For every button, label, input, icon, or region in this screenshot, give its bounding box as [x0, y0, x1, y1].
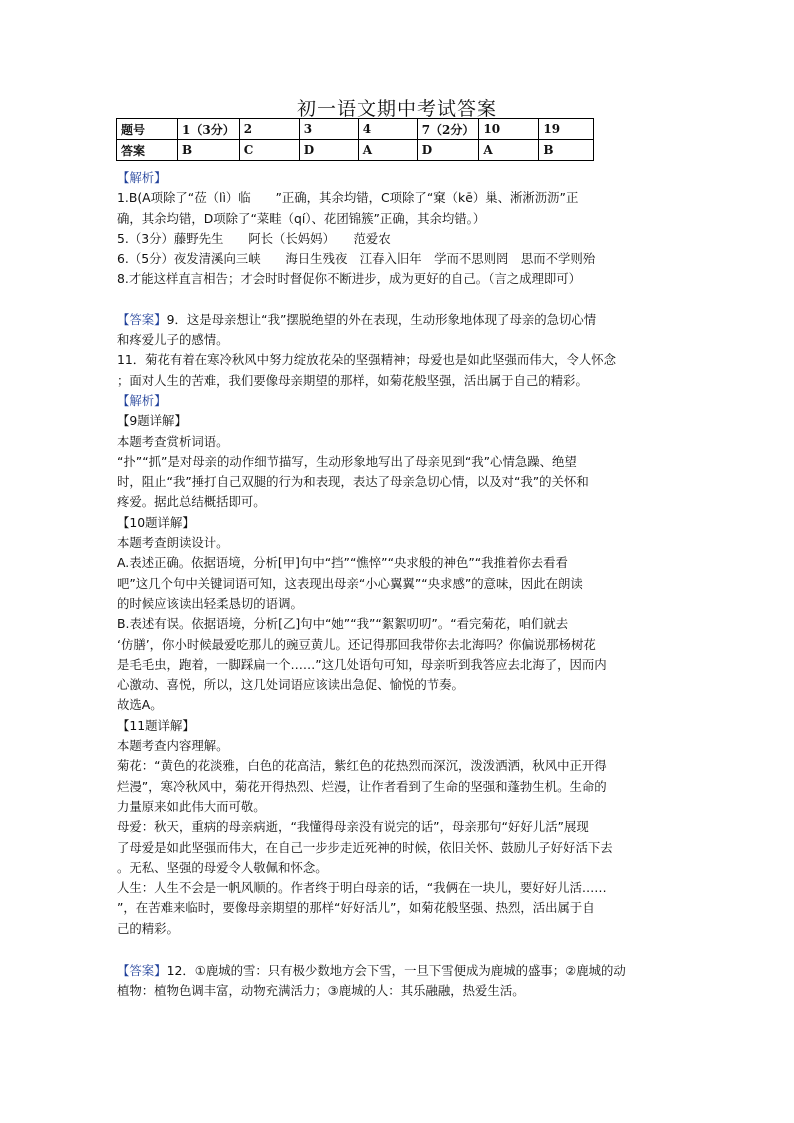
text-line: ；面对人生的苦难，我们要像母亲期望的那样，如菊花般坚强，活出属于自己的精彩。	[117, 372, 588, 388]
text-line: 烂漫”，寒冷秋风中，菊花开得热烈、烂漫，让作者看到了生命的坚强和蓬勃生机。生命的	[117, 778, 607, 794]
table-cell: 答案	[117, 140, 178, 161]
table-cell: B	[178, 140, 240, 161]
text-line: 心激动、喜悦，所以，这几处词语应该读出急促、愉悦的节奏。	[117, 677, 464, 693]
table-cell: 题号	[117, 119, 178, 140]
document-title: 初一语文期中考试答案	[296, 98, 497, 120]
text-line: 力量原来如此伟大而可敬。	[117, 798, 266, 814]
table-cell: 19	[539, 119, 594, 140]
spacer	[117, 290, 683, 310]
table-cell: A	[358, 140, 417, 161]
text-line: 故选A。	[117, 697, 163, 713]
text-line: 和疼爱儿子的感情。	[117, 332, 229, 348]
text-line: 6.（5分）夜发清溪向三峡 海日生残夜 江春入旧年 学而不思则罔 思而不学则殆	[117, 251, 596, 267]
answer-body	[117, 168, 683, 1002]
text-line: 人生：人生不会是一帆风顺的。作者终于明白母亲的话，“我俩在一块儿，要好好儿活……	[117, 880, 607, 896]
text-line: 时，阻止“我”捶打自己双腿的行为和表现，表达了母亲急切心情，以及对“我”的关怀和	[117, 474, 589, 490]
text-line: B.表述有误。依据语境，分析[乙]句中“她”“我”“絮絮叨叨”。“看完菊花，咱们就去	[117, 616, 569, 632]
text-line: 确，其余均错，D项除了“菜畦（qí）、花团锦簇”正确，其余均错。）	[117, 210, 486, 226]
text-line: 本题考查朗读设计。	[117, 535, 229, 551]
answer-table	[116, 118, 594, 161]
text-line: ”，在苦难来临时，要像母亲期望的那样“好好活儿”，如菊花般坚强、热烈，活出属于自	[117, 900, 595, 916]
text-line: 本题考查内容理解。	[117, 738, 229, 754]
text-line: 1.B(A项除了“莅（lì）临 ”正确，其余均错，C项除了“窠（kē）巢、淅淅沥沥”正	[117, 190, 579, 206]
text-line: ‘仿膳’，你小时候最爱吃那儿的豌豆黄儿。还记得那回我带你去北海吗？你偏说那杨树花	[117, 636, 596, 652]
section-label-q10: 【10题详解】	[117, 514, 195, 530]
text-line: 本题考查赏析词语。	[117, 433, 229, 449]
answer-9-line	[117, 310, 683, 330]
text-line: 8.才能这样直言相告；才会时时督促你不断进步，成为更好的自己。（言之成理即可）	[117, 271, 582, 287]
table-cell: D	[299, 140, 358, 161]
text-line: 是毛毛虫，跑着，一脚踩扁一个……”这几处语句可知，母亲听到我答应去北海了，因而内	[117, 656, 607, 672]
section-label-q11: 【11题详解】	[117, 717, 195, 733]
text-line: 吧”这几个句中关键词语可知，这表现出母亲“小心翼翼”“央求感”的意味，因此在朗读	[117, 575, 583, 591]
section-label-analysis: 【解析】	[117, 170, 167, 185]
text-line: 母爱：秋天，重病的母亲病逝，“我懂得母亲没有说完的话”，母亲那句“好好儿活”展现	[117, 819, 589, 835]
answer-12-line	[117, 961, 683, 981]
text-line: A.表述正确。依据语境，分析[甲]句中“挡”“憔悴”“央求般的神色”“我推着你去看看	[117, 555, 568, 571]
table-cell: 4	[358, 119, 417, 140]
table-cell: C	[239, 140, 299, 161]
text-line: 11．菊花有着在寒冷秋风中努力绽放花朵的坚强精神；母爱也是如此坚强而伟大，令人怀念	[117, 352, 617, 368]
table-cell: 10	[479, 119, 539, 140]
text-line: 疼爱。据此总结概括即可。	[117, 494, 266, 510]
text-line: 5.（3分）藤野先生 阿长（长妈妈） 范爱农	[117, 230, 391, 246]
answer-table-header-row	[117, 119, 594, 140]
table-cell: D	[417, 140, 479, 161]
text-line: 。无私、坚强的母爱令人敬佩和怀念。	[117, 859, 328, 875]
text-line: 了母爱是如此坚强而伟大，在自己一步步走近死神的时候，依旧关怀、鼓励儿子好好活下去	[117, 839, 613, 855]
text-line: “扑”“抓”是对母亲的动作细节描写，生动形象地写出了母亲见到“我”心情急躁、绝望	[117, 453, 577, 469]
section-label-analysis: 【解析】	[117, 392, 167, 408]
table-cell: 1（3分）	[178, 119, 240, 140]
table-cell: 7（2分）	[417, 119, 479, 140]
table-cell: B	[539, 140, 594, 161]
text-span: 9．这是母亲想让“我”摆脱绝望的外在表现，生动形象地体现了母亲的急切心情	[166, 311, 597, 327]
section-label-answer: 【答案】	[117, 962, 167, 978]
text-line: 己的精彩。	[117, 920, 179, 936]
table-cell: A	[479, 140, 539, 161]
spacer	[117, 939, 683, 961]
table-cell: 3	[299, 119, 358, 140]
text-line: 植物：植物色调丰富，动物充满活力；③鹿城的人：其乐融融，热爱生活。	[117, 983, 525, 999]
text-line: 菊花：“黄色的花淡雅，白色的花高洁，紫红色的花热烈而深沉，泼泼洒洒，秋风中正开得	[117, 758, 607, 774]
answer-table-answer-row	[117, 140, 594, 161]
text-span: 12．①鹿城的雪：只有极少数地方会下雪，一旦下雪便成为鹿城的盛事；②鹿城的动	[166, 962, 626, 978]
table-cell: 2	[239, 119, 299, 140]
text-line: 的时候应该读出轻柔恳切的语调。	[117, 595, 303, 611]
section-label-q9: 【9题详解】	[117, 413, 187, 429]
section-label-answer: 【答案】	[117, 311, 167, 327]
